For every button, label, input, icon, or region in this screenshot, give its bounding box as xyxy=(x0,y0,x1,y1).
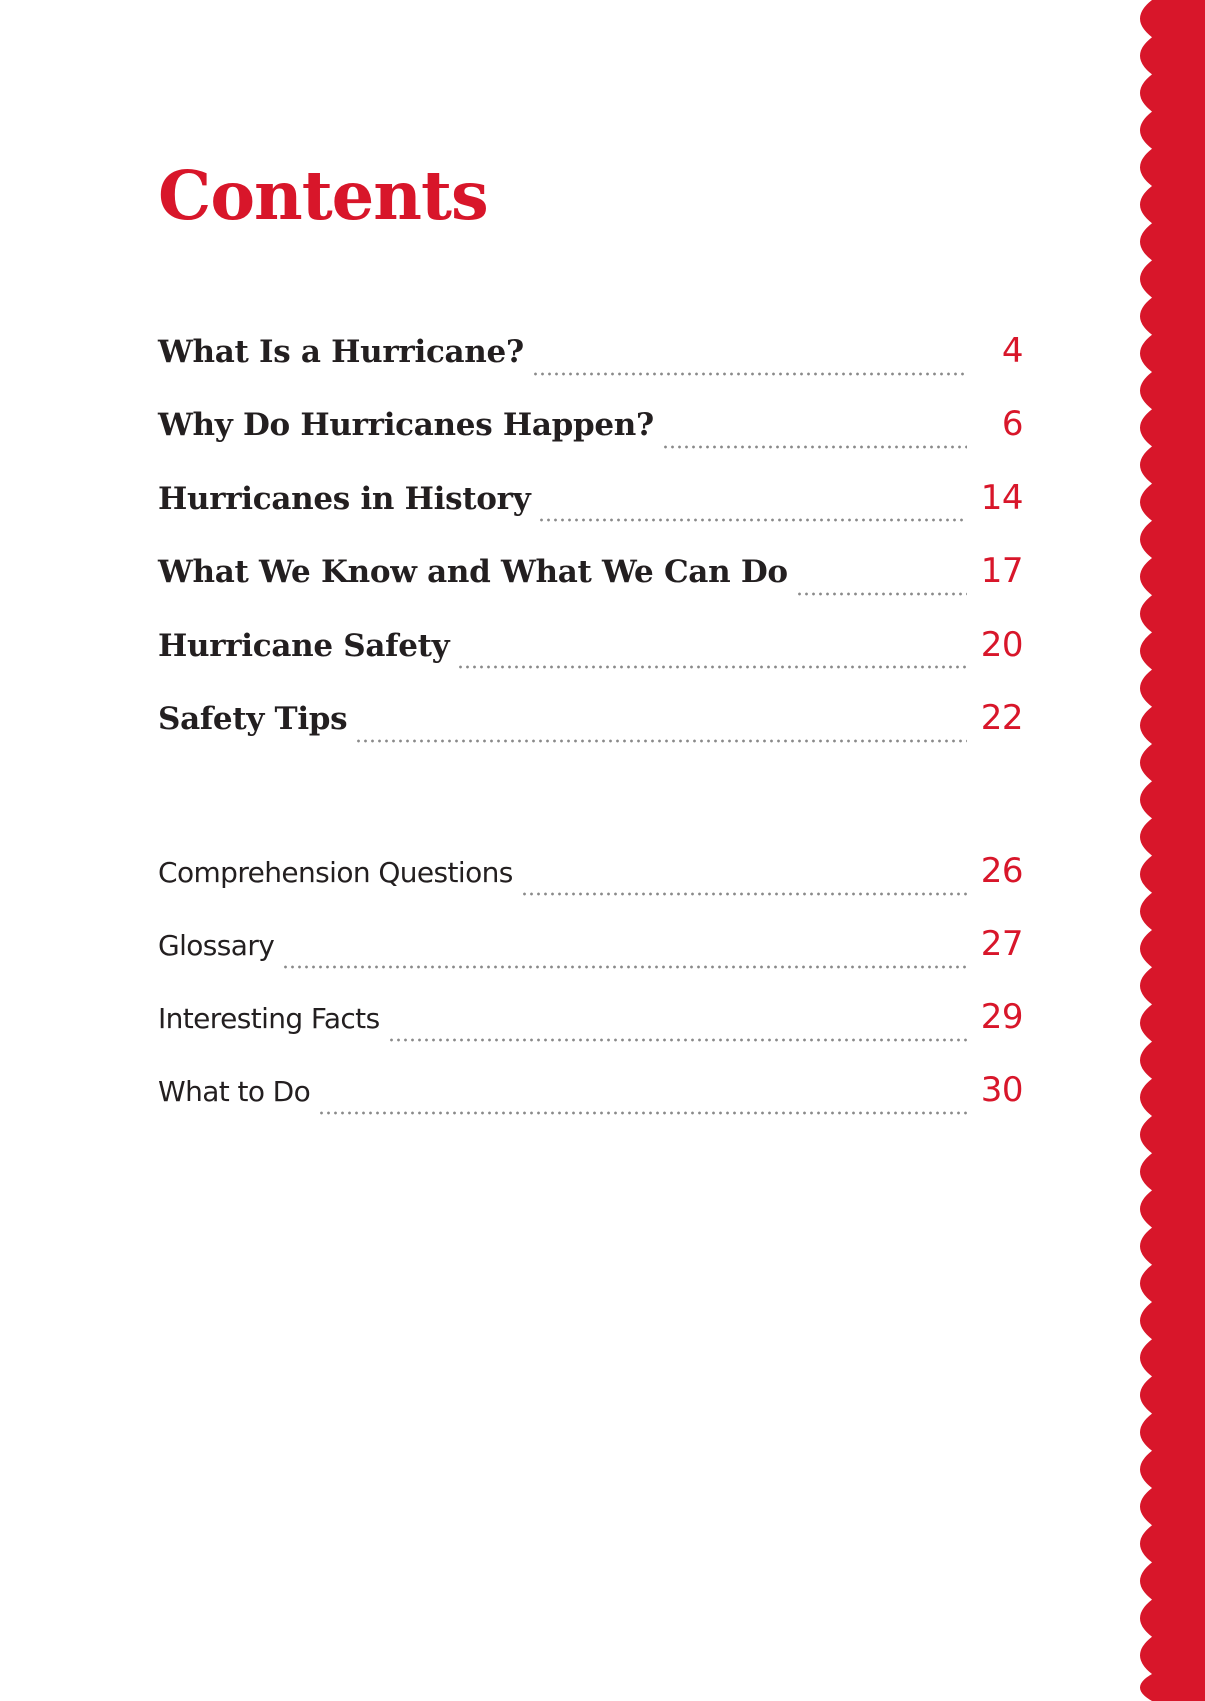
toc-entry-title: Interesting Facts xyxy=(158,1002,380,1035)
page-title: Contents xyxy=(158,156,488,235)
toc-page-number: 4 xyxy=(1001,331,1023,371)
toc-entry[interactable] xyxy=(158,625,1023,698)
dot-leader xyxy=(538,518,967,522)
toc-entry-title: Comprehension Questions xyxy=(158,856,513,889)
toc-entry[interactable] xyxy=(158,1070,1023,1143)
dot-leader xyxy=(521,892,967,896)
toc-entry[interactable] xyxy=(158,478,1023,551)
toc-entry[interactable] xyxy=(158,997,1023,1070)
toc-entry[interactable] xyxy=(158,698,1023,771)
toc-entry-title: Hurricanes in History xyxy=(158,480,531,517)
toc-entry[interactable] xyxy=(158,851,1023,924)
toc-chapter-list xyxy=(158,331,1023,771)
toc-entry-title: What to Do xyxy=(158,1075,311,1108)
toc-back-matter-list xyxy=(158,851,1023,1143)
toc-entry-title: What Is a Hurricane? xyxy=(158,334,524,370)
toc-entry[interactable] xyxy=(158,551,1023,624)
toc-page-number: 26 xyxy=(980,851,1023,891)
toc-entry[interactable] xyxy=(158,404,1023,477)
dot-leader xyxy=(457,665,967,669)
dot-leader xyxy=(282,965,967,969)
toc-page-number: 17 xyxy=(980,551,1023,592)
dot-leader xyxy=(355,739,967,743)
toc-page-number: 29 xyxy=(980,997,1023,1037)
toc-entry-title: Why Do Hurricanes Happen? xyxy=(158,407,654,444)
toc-page-number: 6 xyxy=(1001,404,1023,445)
toc-entry-title: What We Know and What We Can Do xyxy=(158,554,788,591)
toc-page-number: 14 xyxy=(980,477,1023,518)
toc-page-number: 30 xyxy=(980,1070,1023,1110)
dot-leader xyxy=(662,445,967,449)
toc-entry[interactable] xyxy=(158,924,1023,997)
dot-leader xyxy=(318,1111,967,1115)
dot-leader xyxy=(796,592,967,596)
toc-page-number: 27 xyxy=(980,924,1023,964)
dot-leader xyxy=(532,372,967,376)
toc-entry-title: Glossary xyxy=(158,929,275,962)
toc-page-number: 20 xyxy=(980,624,1023,665)
toc-entry[interactable] xyxy=(158,331,1023,404)
toc-entry-title: Hurricane Safety xyxy=(158,627,450,664)
toc-entry-title: Safety Tips xyxy=(158,700,348,737)
toc-page-number: 22 xyxy=(980,697,1023,738)
dot-leader xyxy=(388,1038,967,1042)
scalloped-red-border xyxy=(1130,0,1205,1701)
